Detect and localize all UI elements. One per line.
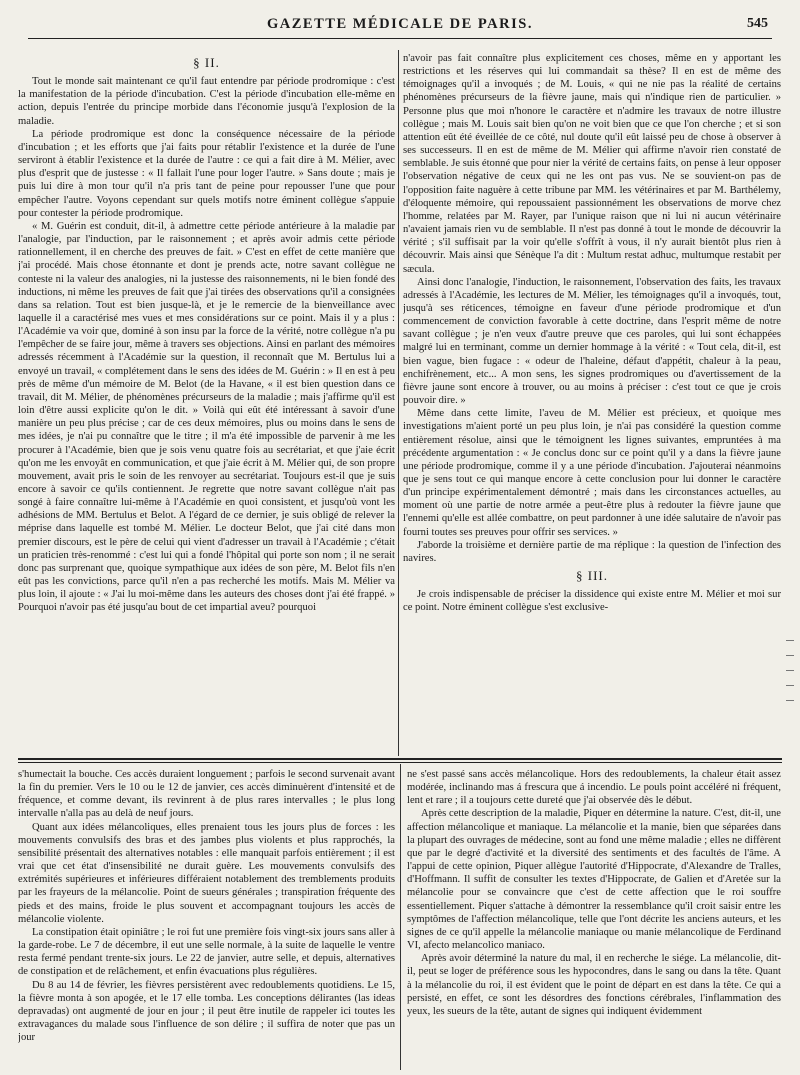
band-separator-rule-thin: [18, 762, 782, 763]
column-divider: [400, 764, 401, 1070]
paragraph: Tout le monde sait maintenant ce qu'il faut entendre par période prodromique : c'est la manifestation de la période d'incubation. C'est la période d'incubation elle-même en action, depuis l'entrée du principe morbide dans l'économie jusqu'à l'explosion de la maladie.: [18, 76, 395, 127]
paragraph: J'aborde la troisième et dernière partie de ma réplique : la question de l'infection des navires.: [403, 539, 781, 564]
paragraph: s'humectait la bouche. Ces accès duraient longuement ; parfois le second survenait avant la fin du premier. Vers le 10 ou le 12 de janvier, ces accès diminuèrent d'intensité et de fréquence, et comme devant, ils revinrent à de plus rares intervalles ; le plus long intervalle n'alla pas au delà de neuf jours.: [18, 769, 395, 820]
top-right-column: [403, 52, 781, 752]
top-left-column: [18, 52, 395, 752]
paragraph: « M. Guérin est conduit, dit-il, à admettre cette période antérieure à la maladie par l'analogie, par l'induction, par le raisonnement ; et après avoir admis cette période rationnellement, il en cherche des preuves de fait. » C'est en effet de cette manière que j'ai procédé. Mais chose étonnante et dont je prends acte, notre savant collègue ne conteste ni la valeur des analogies, ni la justesse des raisonnements, ni le bien fondé des inductions, ni même les preuves de fait que j'ai tirées des observations qu'il a consignées dans sa relation. Tout est bien jusque-là, et je le remercie de la bienveillance avec laquelle il a caractérisé mes vues et mes considérations sur ce point. Mais il y a plus : l'Académie va voir que, dominé à son insu par la force de la vérité, notre collègue n'a pu l'empêcher de se faire jour, même à travers ses objections. Ainsi en parlant des mémoires adressés récemment à l'Académie sur la question, il reconnaît que M. Bertulus lui a envoyé un travail, « complétement dans le sens des idées de M. Guérin : » Il en est à peu près de même d'un mémoire de M. Belot (de la Havane, « il est bien question dans ce travail, dit M. Mélier, de phénomènes précurseurs de la maladie ; mais j'affirme qu'il est loin d'être aussi explicite qu'on le dit. » Voilà qui eût été intéressant à savoir d'une manière un peu plus précise ; car de ces deux mémoires, plus ou moins dans le sens de mes idées, je n'ai pu connaître que le titre ; il m'a été impossible de parvenir à me les procurer à l'Académie, bien que je sois venu quatre fois au secrétariat, et que j'aie écrit qu'on me les envoyât en communication, et que j'aie écrit à M. Mélier qui, de son propre mouvement, avait pris le soin de les renvoyer au secrétariat. Toujours est-il que je suis encore à savoir ce qu'ils contiennent. Je regrette que notre savant collègue n'ait pas songé à faire connaître lui-même à l'Académie en quoi consistent, et jusqu'où vont les adhésions de MM. Bertulus et Belot. A l'égard de ce dernier, je suis obligé de relever la méprise dans laquelle est tombé M. Mélier. Le docteur Belot, que j'ai cité dans mon premier discours, est le père de celui qui vient d'adresser un travail à l'Académie ; c'était un praticien très-renommé : c'est lui qui a fondé l'hôpital qui porte son nom ; il ne serait donc pas surprenant que, quoique sympathique aux idées de son père, M. Belot fils n'en eût pas les convictions, parce qu'il n'en a pas recherché les motifs. Mais M. Mélier va plus loin, il ajoute : « J'ai lu moi-même dans les auteurs des choses dont j'ai été frappé. » Pourquoi n'avoir pas été jusqu'au bout de cet impartial aveu? pourquoi: [18, 220, 395, 614]
bottom-right-column: [407, 768, 781, 1072]
paragraph: La période prodromique est donc la conséquence nécessaire de la période d'incubation ; et les efforts que j'ai faits pour rétablir l'existence et la durée de l'une serviront à établir l'existence et la durée de l'autre : ce qui a fait dire à M. Mélier, avec plus d'esprit que de justesse : « Il fallait l'une pour loger l'autre. » Sans doute ; mais je puis lui dire à mon tour qu'il n'a pris tant de peine pour repousser l'une que pour empêcher l'autre. Voyons cependant sur quels motifs notre éminent collègue s'appuie pour contester la période prodromique.: [18, 128, 395, 219]
margin-marks: [786, 640, 794, 760]
section-heading-ii: § II.: [193, 55, 220, 70]
running-title: GAZETTE MÉDICALE DE PARIS.: [267, 16, 533, 32]
paragraph: Même dans cette limite, l'aveu de M. Mélier est précieux, et quoique mes investigations m'aient porté un peu plus loin, je n'ai pas considéré la question comme entièrement résolue, ainsi que le témoignent les lignes suivantes, empruntées à ma précédente argumentation : « Je conclus donc sur ce point qu'il y a dans la fièvre jaune une période prodromique, comme il y a une période d'incubation. J'ajouterai néanmoins que je sens tout ce qui manque encore à cette conclusion pour lui donner le caractère d'un principe expérimentalement démontré ; mais dans les circonstances actuelles, au moment où une partie de notre armée a peut-être plus à redouter la fièvre jaune que l'ennemi qu'elle est allée combattre, on peut pardonner à une idée salutaire de n'avoir pas fourni toutes ses preuves pour offrir ses services. »: [403, 408, 781, 538]
paragraph: ne s'est passé sans accès mélancolique. Hors des redoublements, la chaleur était assez modérée, inclinando mas á frescura que á incendio. Le pouls point accéléré ni fréquent, lent et rare ; il a toujours cette dureté que j'ai observée dès le début.: [407, 769, 781, 807]
page-number: 545: [747, 16, 768, 31]
paragraph: Après cette description de la maladie, Piquer en détermine la nature. C'est, dit-il, une affection mélancolique et maniaque. La mélancolie et la manie, bien que séparées dans la plupart des ouvrages de médecine, sont au fond une même maladie ; elles ne diffèrent que par le degré d'activité et la diversité des sentiments et des facultés de l'âme. A l'appui de cette opinion, Piquer allègue l'autorité d'Hippocrate, d'Alexandre de Tralles, d'Hoffmann. Il suffit de consulter les textes d'Hippocrate, de Galien et d'Aretée sur la mélancolie pour se convaincre que c'est de cette affection que le roi souffre essentiellement. Piquer s'attache à démontrer la ressemblance qu'il croit saisir entre les symptômes de l'affection mélancolique, telle que l'ont décrite les anciens auteurs, et les signes de ce qu'il appelle la mélancolie maniaque ou manie mélancolique de Ferdinand VI, afecto melancolico maniaco.: [407, 808, 781, 952]
band-separator-rule: [18, 758, 782, 760]
page-header: [28, 8, 772, 39]
paragraph: Ainsi donc l'analogie, l'induction, le raisonnement, l'observation des faits, les travaux adressés à l'Académie, les lectures de M. Mélier, les témoignages qu'il a invoqués, tout, jusqu'à ses réticences, témoigne en faveur d'une période prodromique et d'un commencement de conviction favorable à cette doctrine, dans l'esprit même de notre savant collègue ; je n'en veux d'autre preuve que ces paroles, qui lui sont échappées malgré lui en terminant, comme un dernier hommage à la vérité : « Tout cela, dit-il, est bien vague, bien fugace : « odeur de l'haleine, défaut d'appétit, chaleur à la peau, enchifrènement, etc... A mon sens, les signes prodromiques ou d'avertissement de la fièvre jaune sont encore à trouver, ou au moins à préciser : c'est tout ce que je crois pouvoir dire. »: [403, 276, 781, 407]
paragraph: Après avoir déterminé la nature du mal, il en recherche le siége. La mélancolie, dit-il, peut se loger de préférence sous les hypocondres, dans le sang ou dans la tête. Quant à la mélancolie du roi, il est évident que le point de départ en est dans la tête. Ce qui a persisté, en effet, ce sont les désordres des fonctions cérébrales, l'inflammation des yeux, les sueurs de la tête, autant de signes qui indiquent évidemment: [407, 953, 781, 1017]
column-divider: [398, 50, 399, 756]
paragraph: n'avoir pas fait connaître plus explicitement ces choses, même en y apportant les restrictions et les réserves qui lui commandait sa thèse? Il en est de même des témoignages qu'il a invoqués ; de M. Louis, « qui ne nie pas la réalité de certains phénomènes précurseurs de la fièvre jaune, mais qui n'indique rien de particulier. » Personne plus que moi n'honore le caractère et n'admire les travaux de notre illustre collègue ; mais M. Louis sait bien qu'on ne voit bien que ce que l'on cherche ; et si son attention eût été éveillée de ce côté, nul doute qu'il eût laissé peu de chose à observer à ses successeurs. Il en est de même de M. Mélier qui affirme n'avoir rien constaté de semblable. Je suis étonné que pour nier la vérité de certains faits, on pense à leur opposer l'observation négative de ceux qui ne les ont pas vus. Ne se souvient-on pas de l'opposition faite naguère à cette tribune par MM. les vétérinaires et par M. Barthélemy, d'éloquente mémoire, qui repoussaient passionnément les observations de morve chez l'homme, relatées par M. Rayer, par l'unique raison que ni lui ni aucun vétérinaire n'avaient jamais rien vu de semblable. Il n'est pas donné à tout le monde de découvrir la vérité ; s'il suffisait par la voir qu'elle s'offrît à vous, il n'y aurait bientôt plus rien à découvrir. Mais ainsi que Sénèque l'a dit : Multum restat adhuc, multumque restabit per sæcula.: [403, 53, 781, 275]
section-heading-iii: § III.: [576, 568, 608, 584]
paragraph: Quant aux idées mélancoliques, elles prenaient tous les jours plus de forces : les mouvements convulsifs des bras et des jambes plus violents et plus rapprochés, la sensibilité présentait des alternatives notables : elle manquait parfois entièrement ; il est vrai que cet état d'insensibilité ne durait guère. Les mouvements convulsifs des extrémités supérieures et inférieures différaient notablement des tremblements produits par les frayeurs de la mélancolie. Point de sueurs générales ; transpiration fréquente des pieds et des mains, froide le plus souvent et accompagnant toujours les accès de mélancolie violente.: [18, 821, 395, 925]
paragraph: Je crois indispensable de préciser la dissidence qui existe entre M. Mélier et moi sur ce point. Notre éminent collègue s'est exclusive-: [403, 589, 781, 614]
paragraph: Du 8 au 14 de février, les fièvres persistèrent avec redoublements quotidiens. Le 15, la fièvre monta à son apogée, et le 17 elle tomba. Les conceptions délirantes (las ideas depravadas) ont augmenté de jour en jour ; il peut être inutile de rappeler ici toutes les extravagances du malade sous l'influence de son délire ; il suffira de noter que pas un jour: [18, 979, 395, 1044]
bottom-left-column: [18, 768, 395, 1072]
paragraph: La constipation était opiniâtre ; le roi fut une première fois vingt-six jours sans aller à la garde-robe. Le 7 de décembre, il eut une selle normale, à la suite de laquelle le ventre resta fermé pendant trente-six jours. Le 22 de janvier, autre selle, et depuis, alternatives de constipation et de relâchement, et enfin évacuations plus régulières.: [18, 926, 395, 978]
